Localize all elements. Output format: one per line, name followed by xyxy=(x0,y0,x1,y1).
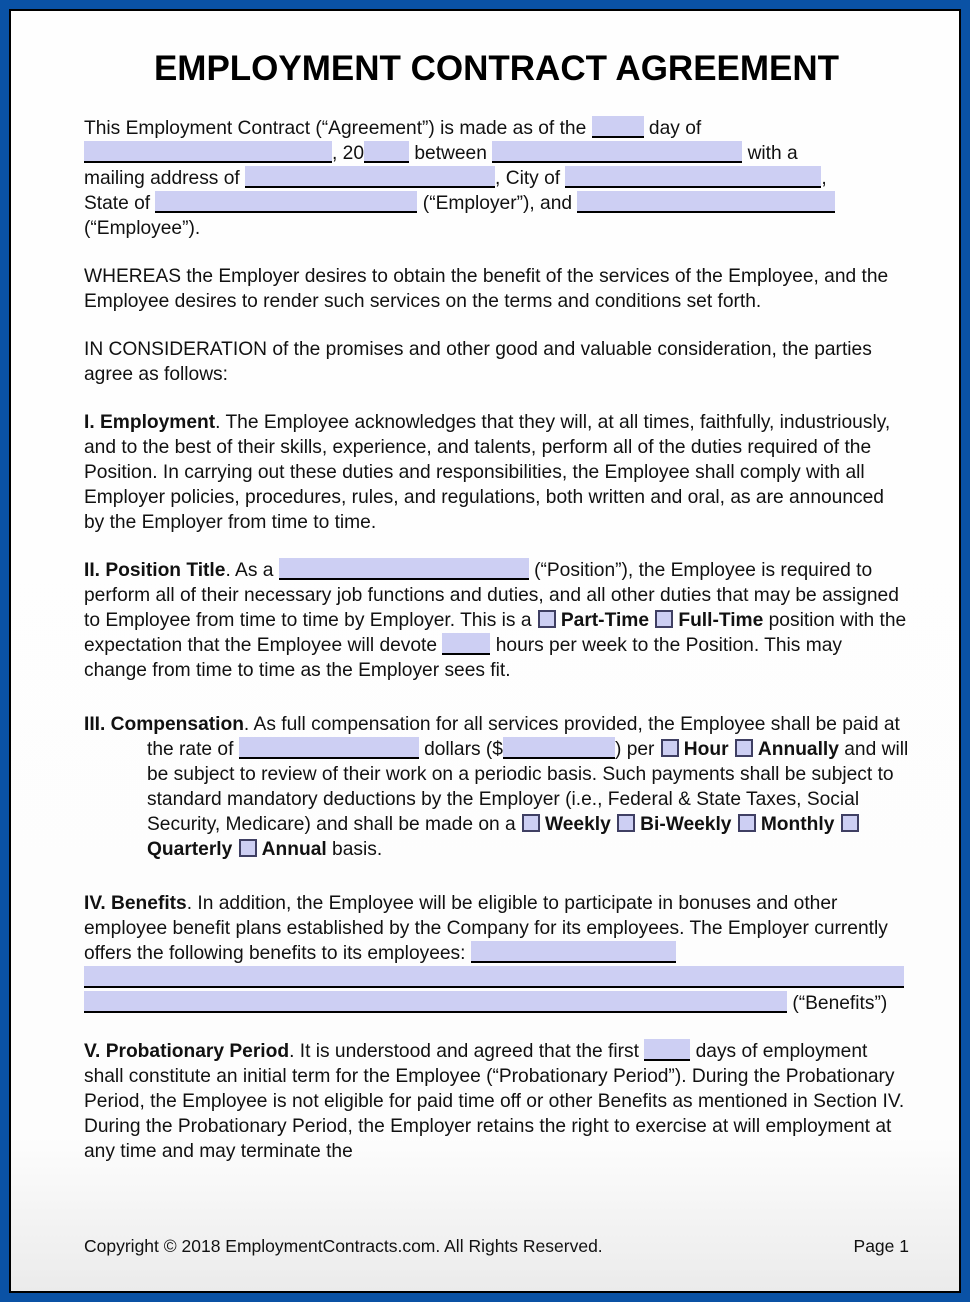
benefits-field-1[interactable] xyxy=(471,941,676,963)
text-run: ) per xyxy=(614,739,660,760)
text-run-bold: V. Probationary Period xyxy=(84,1041,290,1062)
text-run: , xyxy=(821,168,827,189)
pay-rate-words-field[interactable] xyxy=(239,737,419,759)
consideration-paragraph xyxy=(84,337,909,387)
weekly-checkbox[interactable] xyxy=(522,814,540,832)
text-run xyxy=(649,610,654,631)
state-field[interactable] xyxy=(155,191,417,213)
text-run: . As a xyxy=(225,560,279,581)
full-time-checkbox[interactable] xyxy=(655,610,673,628)
text-run-bold: Bi-Weekly xyxy=(640,814,732,835)
text-run xyxy=(834,814,839,835)
per-annually-checkbox[interactable] xyxy=(735,739,753,757)
section-benefits xyxy=(84,891,909,1016)
text-run: and will be subject to review of their work on a periodic basis. Such payments shall be subject to standard mandatory deductions by the Employer (i.e., Federal & State Taxes, Social Security, Medicare) and shall be made on a xyxy=(147,739,909,835)
text-run: (“Employee”). xyxy=(84,218,201,239)
quarterly-checkbox[interactable] xyxy=(841,814,859,832)
section-position-title xyxy=(84,558,909,683)
copyright-text: Copyright © 2018 EmploymentContracts.com. All Rights Reserved. xyxy=(84,1236,603,1256)
per-hour-checkbox[interactable] xyxy=(661,739,679,757)
text-run: WHEREAS the Employer desires to obtain the benefit of the services of the Employee, and the Employee desires to render such services on the terms and conditions set forth. xyxy=(84,266,889,312)
page-title: EMPLOYMENT CONTRACT AGREEMENT xyxy=(153,49,840,88)
text-run: IN CONSIDERATION of the promises and other good and valuable consideration, the parties agree as follows: xyxy=(84,339,872,385)
text-run: . In addition, the Employee will be eligible to participate in bonuses and other employee benefit plans established by the Company for its employees. The Employer currently offers the following benefits to its employees: xyxy=(84,893,888,964)
text-run: . The Employee acknowledges that they will, at all times, faithfully, industriously, and to the best of their skills, experience, and talents, perform all of the duties required of the Position. In carrying out these duties and responsibilities, the Employee shall comply with all Employer policies, procedures, rules, and regulations, both written and oral, as are announced by the Employer from time to time. xyxy=(84,412,891,533)
text-run: State of xyxy=(84,193,156,214)
hours-per-week-field[interactable] xyxy=(442,633,490,655)
text-run: basis. xyxy=(326,839,383,860)
position-title-field[interactable] xyxy=(279,558,529,580)
text-run-bold: Full-Time xyxy=(678,610,764,631)
city-field[interactable] xyxy=(565,166,821,188)
section-compensation xyxy=(84,712,909,862)
monthly-checkbox[interactable] xyxy=(738,814,756,832)
section-probationary-period xyxy=(84,1039,909,1164)
text-run-bold: II. Position Title xyxy=(84,560,226,581)
text-run: , 20 xyxy=(332,143,365,164)
text-run: dollars ($ xyxy=(418,739,503,760)
annual-checkbox[interactable] xyxy=(239,839,257,857)
day-field[interactable] xyxy=(592,116,644,138)
bi-weekly-checkbox[interactable] xyxy=(617,814,635,832)
year-field[interactable] xyxy=(364,141,409,163)
text-run: . As full compensation for all services provided, the Employee shall be paid at the rate of xyxy=(147,714,900,760)
text-run: (“Position”), the Employee is required to perform all of their necessary job functions and duties, and all other duties that may be assigned to Employee from time to time by Employer. This is a xyxy=(84,560,899,631)
text-run: , City of xyxy=(495,168,566,189)
pay-rate-number-field[interactable] xyxy=(503,737,615,759)
benefits-field-2[interactable] xyxy=(84,966,904,988)
text-run: with a xyxy=(742,143,798,164)
text-run xyxy=(729,739,734,760)
text-run: This Employment Contract (“Agreement”) is made as of the xyxy=(84,118,592,139)
text-run-bold: Hour xyxy=(683,739,729,760)
employer-name-field[interactable] xyxy=(492,141,742,163)
text-run: . It is understood and agreed that the first xyxy=(289,1041,645,1062)
employee-name-field[interactable] xyxy=(577,191,835,213)
text-run: (“Benefits”) xyxy=(787,993,888,1014)
intro-paragraph xyxy=(84,116,909,241)
text-run xyxy=(731,814,736,835)
section-employment xyxy=(84,410,909,535)
text-run xyxy=(232,839,237,860)
document-page-inner xyxy=(9,9,961,1293)
text-run-bold: Quarterly xyxy=(147,839,233,860)
text-run: days of employment shall constitute an initial term for the Employee (“Probationary Period”). During the Probationary Period, the Employee is not eligible for paid time off or other Benefits as mentioned in Section IV. During the Probationary Period, the Employer retains the right to exercise at will employment at any time and may terminate the xyxy=(84,1041,905,1162)
page-number: Page 1 xyxy=(853,1236,909,1256)
text-run-bold: III. Compensation xyxy=(84,714,244,735)
text-run: hours per week to the Position. This may change from time to time as the Employer sees fit. xyxy=(84,635,842,681)
text-run: day of xyxy=(643,118,702,139)
part-time-checkbox[interactable] xyxy=(538,610,556,628)
document-body xyxy=(84,116,909,1164)
text-run-bold: Annual xyxy=(261,839,327,860)
text-run-bold: IV. Benefits xyxy=(84,893,187,914)
benefits-field-3[interactable] xyxy=(84,991,787,1013)
text-run: (“Employer”), and xyxy=(417,193,578,214)
text-run-bold: Monthly xyxy=(760,814,835,835)
employer-address-field[interactable] xyxy=(245,166,495,188)
text-run: position with the expectation that the Employee will devote xyxy=(84,610,907,656)
page-footer xyxy=(84,1236,909,1257)
text-run-bold: Annually xyxy=(757,739,839,760)
text-run: mailing address of xyxy=(84,168,246,189)
month-field[interactable] xyxy=(84,141,332,163)
probation-days-field[interactable] xyxy=(644,1039,690,1061)
text-run-bold: I. Employment xyxy=(84,412,216,433)
whereas-paragraph xyxy=(84,264,909,314)
text-run: between xyxy=(409,143,493,164)
text-run-bold: Weekly xyxy=(545,814,611,835)
text-run xyxy=(611,814,616,835)
text-run-bold: Part-Time xyxy=(560,610,650,631)
